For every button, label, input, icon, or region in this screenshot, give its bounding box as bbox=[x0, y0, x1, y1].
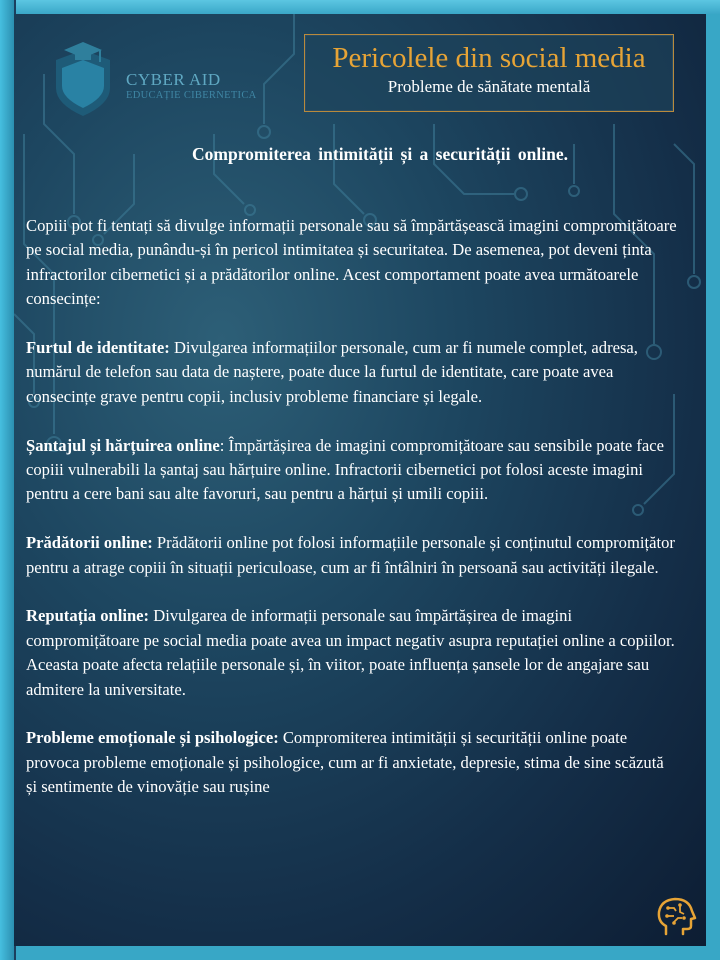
consequence-text: Divulgarea informațiilor personale, cum ar fi numele complet, adresa, numărul de telefon sau data de naștere, poate duce la furtul de identitate, care poate avea consecințe grave pentru copii, inclusiv probleme financiare și legale. bbox=[26, 338, 638, 406]
consequence-term: Șantajul și hărțuirea online bbox=[26, 435, 220, 455]
body-content bbox=[26, 214, 678, 824]
consequence-text: Prădătorii online pot folosi informațiile personale și conținutul compromițător pentru a atrage copiii în situații periculoase, cum ar fi întâlniri în persoană sau activități ilegale. bbox=[26, 533, 675, 577]
logo bbox=[48, 38, 268, 128]
consequence-text: Compromiterea intimității și securității online poate provoca probleme emoționale și psihologice, cum ar fi anxietate, depresie, stima de sine scăzută și sentimente de vinovăție sau rușine bbox=[26, 728, 664, 797]
page-title: Pericolele din social media bbox=[332, 42, 646, 74]
consequence-term: Probleme emoționale și psihologice: bbox=[26, 728, 279, 748]
consequence-emotional bbox=[26, 726, 678, 799]
consequence-term: Furtul de identitate: bbox=[26, 338, 170, 358]
title-box bbox=[304, 34, 674, 112]
consequence-identity-theft bbox=[26, 336, 678, 409]
consequence-predators bbox=[26, 531, 678, 580]
consequence-reputation bbox=[26, 604, 678, 702]
intro-paragraph: Copiii pot fi tentați să divulge informații personale sau să împărtășească imagini compromițătoare pe social media, punându-și în pericol intimitatea și securitatea. De asemenea, pot deveni ținta infractorilor cibernetici și a prădătorilor online. Acest comportament poate avea următoarele consecințe: bbox=[26, 216, 677, 309]
consequence-text: Divulgarea de informații personale sau împărtășirea de imagini compromițătoare pe social media poate avea un impact negativ asupra reputației online a copiilor. Aceasta poate afecta relațiile personale și, în viitor, poate influența șansele lor de angajare sau admitere la universitate. bbox=[26, 606, 675, 699]
head-circuit-icon bbox=[654, 894, 700, 940]
page-subtitle: Probleme de sănătate mentală bbox=[387, 77, 591, 96]
logo-tagline: EDUCAȚIE CIBERNETICA bbox=[126, 90, 257, 101]
consequence-term: Prădătorii online: bbox=[26, 533, 153, 553]
section-heading: Compromiterea intimității și a securității online. bbox=[192, 144, 568, 164]
logo-name: CYBER AID bbox=[126, 70, 221, 89]
slide-panel bbox=[14, 14, 706, 946]
consequence-text: : Împărtășirea de imagini compromițătoare sau sensibile poate face copiii vulnerabili la șantaj sau hărțuire online. Infractorii cibernetici pot folosi aceste imagini pentru a cere bani sau alte favoruri, sau pentru a hărțui și umili copiii. bbox=[26, 435, 664, 504]
consequence-blackmail bbox=[26, 434, 678, 507]
consequence-term: Reputația online: bbox=[26, 606, 150, 626]
shield-graduation-cap-icon bbox=[48, 38, 118, 118]
